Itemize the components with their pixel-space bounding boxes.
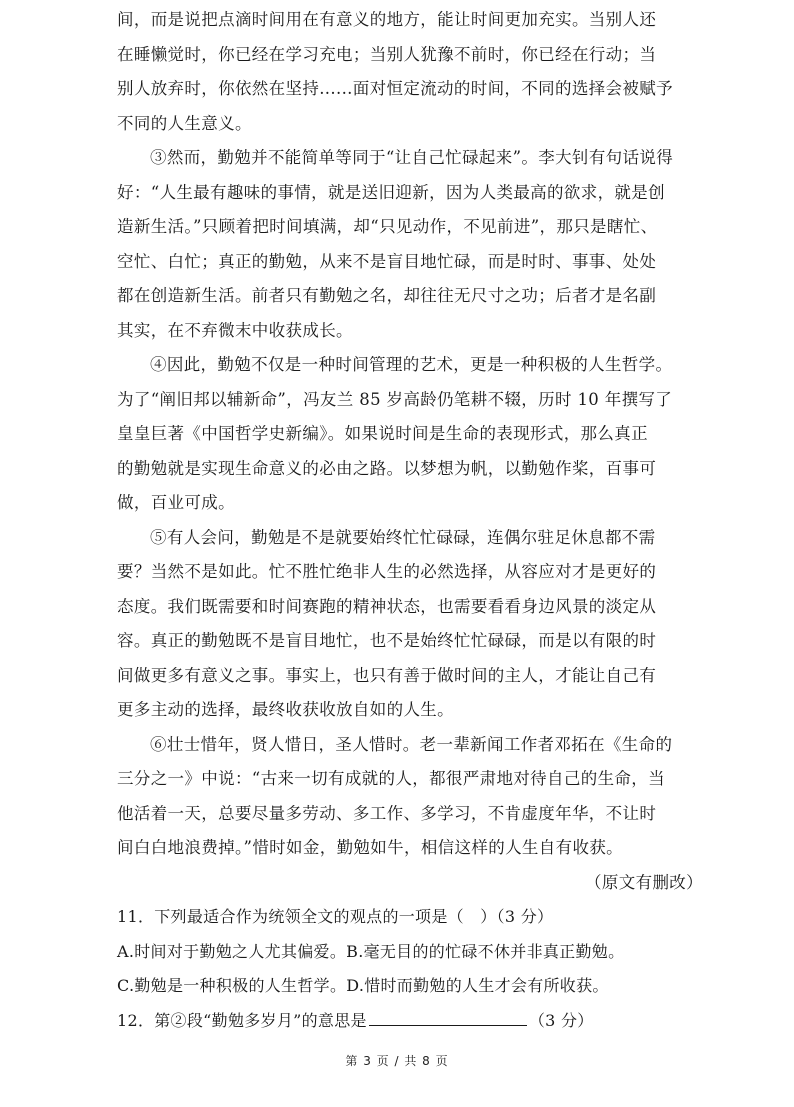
passage-line: 其实，在不弃微末中收获成长。: [117, 320, 353, 340]
paragraph-start-line: ⑤有人会问，勤勉是不是就要始终忙忙碌碌，连偶尔驻足休息都不需: [150, 527, 656, 547]
passage-line: 好：“人生最有趣味的事情，就是送旧迎新，因为人类最高的欲求，就是创: [117, 182, 665, 202]
paragraph-start-line: ④因此，勤勉不仅是一种时间管理的艺术，更是一种积极的人生哲学。: [150, 355, 673, 374]
question-11-stem: 11．下列最适合作为统领全文的观点的一项是（ ）（3 分）: [117, 907, 554, 926]
passage-line: 三分之一》中说：“古来一切有成就的人，都很严肃地对待自己的生命，当: [117, 769, 665, 788]
passage-line: 他活着一天，总要尽量多劳动、多工作、多学习，不肯虚度年华，不让时: [117, 803, 657, 823]
question-12-score: （3 分）: [528, 1010, 594, 1030]
answer-blank[interactable]: [369, 1009, 527, 1026]
paragraph-start-line: ③然而，勤勉并不能简单等同于“让自己忙碌起来”。李大钊有句话说得: [150, 148, 674, 167]
passage-line: 做，百业可成。: [117, 493, 235, 512]
passage-line: 皇皇巨著《中国哲学史新编》。如果说时间是生命的表现形式，那么真正: [117, 424, 648, 443]
passage-line: 间，而是说把点滴时间用在有意义的地方，能让时间更加充实。当别人还: [117, 10, 657, 29]
source-note: （原文有删改）: [585, 872, 703, 892]
passage-line: 间白白地浪费掉。”惜时如金，勤勉如牛，相信这样的人生自有收获。: [117, 838, 624, 857]
passage-line: 空忙、白忙；真正的勤勉，从来不是盲目地忙碌，而是时时、事事、处处: [117, 251, 657, 271]
question-12-stem: 12．第②段“勤勉多岁月”的意思是: [117, 1010, 367, 1030]
question-11: [117, 900, 709, 1004]
paragraph-start-line: ⑥壮士惜年，贤人惜日，圣人惜时。老一辈新闻工作者邓拓在《生命的: [150, 734, 673, 754]
passage-line: 间做更多有意义之事。事实上，也只有善于做时间的主人，才能让自己有: [117, 665, 657, 685]
passage: [117, 3, 709, 866]
question-12: [117, 1004, 709, 1039]
document-content: [117, 0, 709, 1038]
passage-line: 造新生活。”只顾着把时间填满，却“只见动作，不见前进”，那只是瞎忙、: [117, 217, 658, 236]
passage-line: 在睡懒觉时，你已经在学习充电；当别人犹豫不前时，你已经在行动；当: [117, 44, 657, 64]
passage-line: 更多主动的选择，最终收获收放自如的人生。: [117, 700, 454, 719]
page-footer: 第 3 页 / 共 8 页: [345, 1054, 449, 1068]
passage-line: 要？当然不是如此。忙不胜忙绝非人生的必然选择，从容应对才是更好的: [117, 562, 657, 581]
passage-line: 的勤勉就是实现生命意义的必由之路。以梦想为帆，以勤勉作桨，百事可: [117, 458, 657, 478]
passage-line: 为了“阐旧邦以辅新命”，冯友兰 85 岁高龄仍笔耕不辍，历时 10 年撰写了: [117, 389, 673, 409]
question-11-options-ab: A.时间对于勤勉之人尤其偏爱。B.毫无目的的忙碌不休并非真正勤勉。: [117, 941, 625, 961]
passage-line: 态度。我们既需要和时间赛跑的精神状态，也需要看看身边风景的淡定从: [117, 596, 657, 616]
passage-line: 不同的人生意义。: [117, 113, 252, 133]
passage-line: 容。真正的勤勉既不是盲目地忙，也不是始终忙忙碌碌，而是以有限的时: [117, 631, 657, 650]
question-11-options-cd: C.勤勉是一种积极的人生哲学。D.惜时而勤勉的人生才会有所收获。: [117, 976, 609, 995]
passage-line: 都在创造新生活。前者只有勤勉之名，却往往无尺寸之功；后者才是名副: [117, 286, 657, 305]
passage-line: 别人放弃时，你依然在坚持......面对恒定流动的时间，不同的选择会被赋予: [117, 79, 673, 98]
